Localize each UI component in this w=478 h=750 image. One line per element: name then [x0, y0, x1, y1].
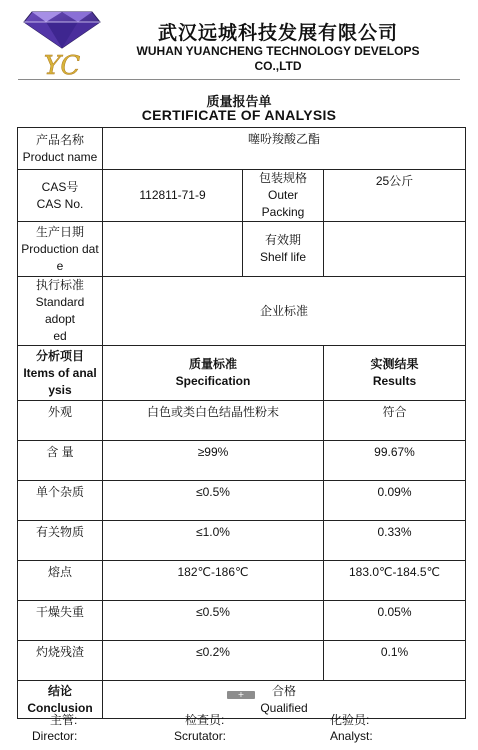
analyst-signature: 化验员: Analyst:	[330, 713, 373, 743]
product-name-label: 产品名称 Product name	[18, 128, 103, 170]
letterhead	[0, 0, 478, 90]
scrutator-signature: 检查员: Scrutator:	[174, 713, 227, 743]
director-signature: 主管: Director:	[32, 713, 78, 743]
cas-label: CAS号 CAS No.	[18, 170, 103, 222]
results-header: 实测结果 Results	[324, 346, 466, 401]
conclusion-label: 结论 Conclusion	[18, 681, 103, 719]
packing-value: 25公斤	[324, 170, 466, 222]
spec-cell: 182℃-186℃	[103, 561, 324, 601]
spec-cell: ≤0.2%	[103, 641, 324, 681]
standard-value: 企业标准	[103, 277, 466, 346]
expand-tab[interactable]: +	[227, 691, 255, 699]
company-name-cn: 武汉远城科技发展有限公司	[157, 22, 398, 44]
table-row	[18, 441, 466, 481]
table-row	[18, 521, 466, 561]
item-cell: 有关物质	[18, 521, 103, 561]
result-cell: 符合	[324, 401, 466, 441]
spec-cell: ≤0.5%	[103, 601, 324, 641]
item-cell: 含 量	[18, 441, 103, 481]
table-row	[18, 641, 466, 681]
analysis-header-row	[18, 346, 466, 401]
result-cell: 0.05%	[324, 601, 466, 641]
analysis-table	[17, 127, 466, 719]
document-title-en: CERTIFICATE OF ANALYSIS	[141, 107, 337, 123]
company-name-en-line1: WUHAN YUANCHENG TECHNOLOGY DEVELOPS	[136, 44, 420, 58]
company-logo	[22, 4, 102, 78]
shelf-life-value	[324, 222, 466, 277]
spec-cell: ≤1.0%	[103, 521, 324, 561]
result-cell: 0.33%	[324, 521, 466, 561]
item-cell: 灼烧残渣	[18, 641, 103, 681]
packing-label: 包装规格 Outer Packing	[243, 170, 324, 222]
table-row	[18, 601, 466, 641]
conclusion-value: 合格 Qualified	[103, 681, 466, 719]
logo-letters: YC	[43, 51, 81, 78]
standard-row	[18, 277, 466, 346]
company-name-en	[108, 44, 448, 74]
cas-row	[18, 170, 466, 222]
spec-cell: ≤0.5%	[103, 481, 324, 521]
conclusion-row	[18, 681, 466, 719]
production-date-row	[18, 222, 466, 277]
item-cell: 单个杂质	[18, 481, 103, 521]
document-title-cn: 质量报告单	[206, 95, 272, 110]
cas-value: 112811-71-9	[103, 170, 243, 222]
item-cell: 外观	[18, 401, 103, 441]
result-cell: 0.1%	[324, 641, 466, 681]
result-cell: 99.67%	[324, 441, 466, 481]
company-name-en-line2: CO.,LTD	[254, 59, 302, 73]
standard-label: 执行标准 Standard adopt ed	[18, 277, 103, 346]
shelf-life-label: 有效期 Shelf life	[243, 222, 324, 277]
table-row	[18, 481, 466, 521]
product-name-row	[18, 128, 466, 170]
production-date-value	[103, 222, 243, 277]
table-row	[18, 561, 466, 601]
product-name-value: 噻吩羧酸乙酯	[103, 128, 466, 170]
result-cell: 183.0℃-184.5℃	[324, 561, 466, 601]
items-header: 分析项目 Items of anal ysis	[18, 346, 103, 401]
item-cell: 干燥失重	[18, 601, 103, 641]
production-date-label: 生产日期 Production dat e	[18, 222, 103, 277]
result-cell: 0.09%	[324, 481, 466, 521]
specification-header: 质量标准 Specification	[103, 346, 324, 401]
spec-cell: 白色或类白色结晶性粉末	[103, 401, 324, 441]
spec-cell: ≥99%	[103, 441, 324, 481]
item-cell: 熔点	[18, 561, 103, 601]
table-row	[18, 401, 466, 441]
header-divider	[18, 79, 460, 80]
